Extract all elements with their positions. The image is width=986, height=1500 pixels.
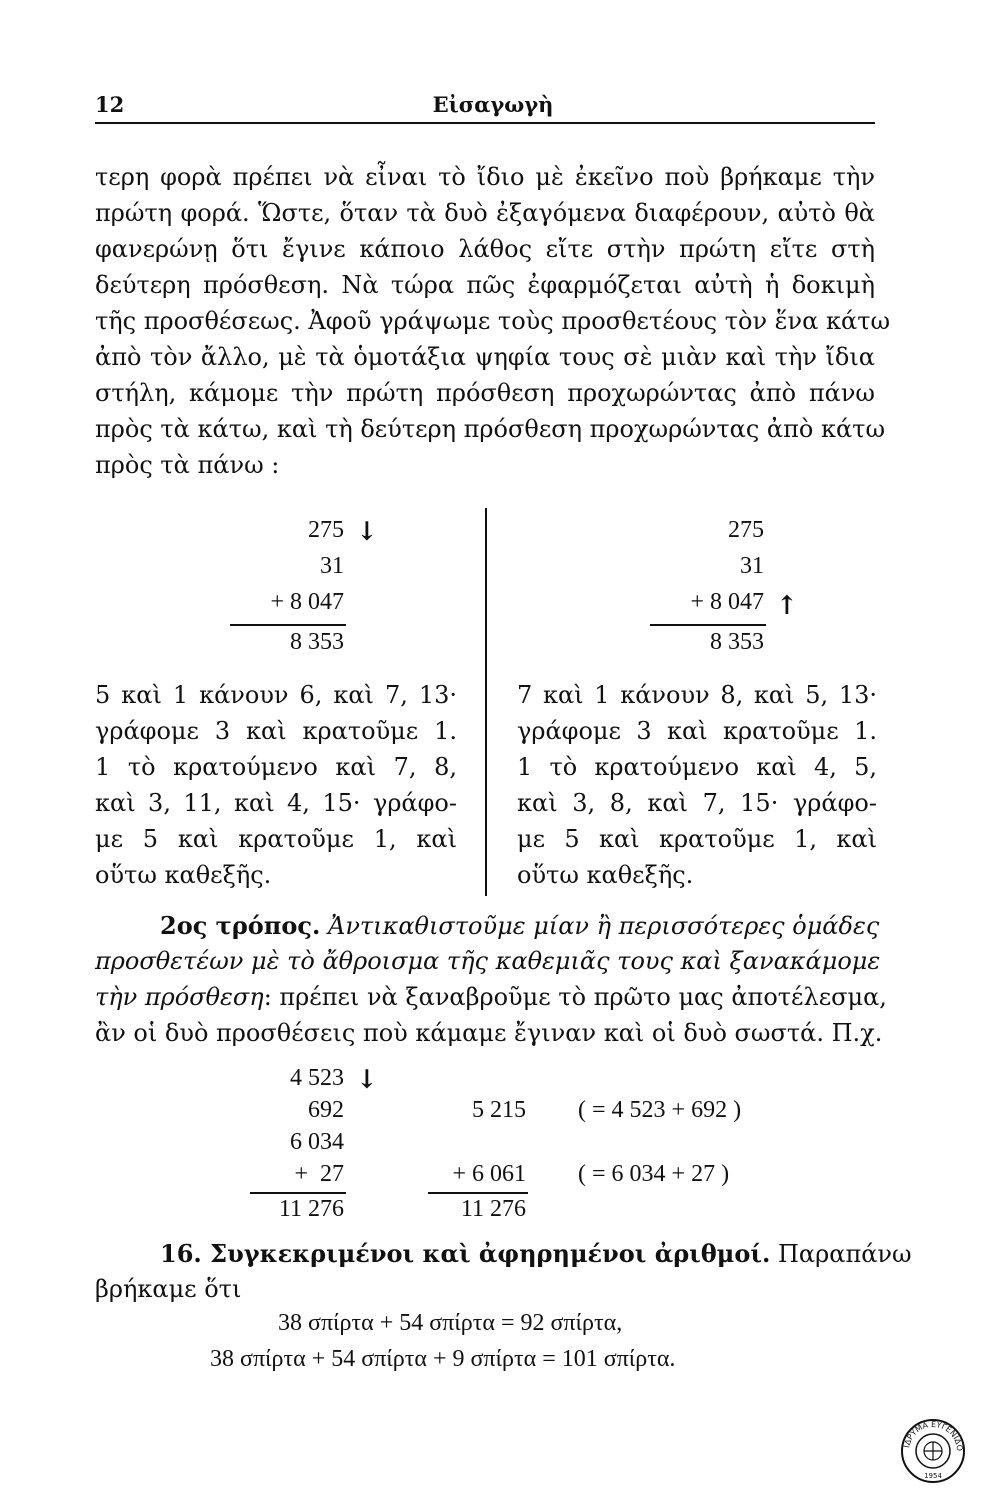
explanation-line: οὕτω καθεξῆς. bbox=[95, 861, 272, 889]
example-total: 11 276 bbox=[278, 1196, 344, 1222]
section16-heading-line bbox=[160, 1236, 912, 1272]
example-note: ( = 4 523 + 692 ) bbox=[578, 1097, 742, 1123]
method2-label: 2ος τρόπος. bbox=[160, 911, 321, 940]
column-divider bbox=[485, 508, 487, 896]
explanation-line: 1 τὸ κρατούμενο καὶ 4, 5, bbox=[517, 753, 877, 781]
section16-heading: 16. Συγκεκριμένοι καὶ ἀφηρημένοι ἀριθμοί. bbox=[160, 1239, 771, 1268]
down-arrow-icon: ↓ bbox=[356, 517, 378, 547]
sum-rule bbox=[428, 1192, 528, 1194]
explanation-line: γράφομε 3 καὶ κρατοῦμε 1. bbox=[95, 717, 457, 745]
sum-rule bbox=[250, 1192, 346, 1194]
seal-icon bbox=[900, 1418, 966, 1484]
left-addend: 31 bbox=[320, 553, 344, 579]
explanation-line: με 5 καὶ κρατοῦμε 1, καὶ bbox=[95, 825, 457, 853]
equation-line: 38 σπίρτα + 54 σπίρτα + 9 σπίρτα = 101 σπίρτα. bbox=[210, 1346, 676, 1372]
method2-line bbox=[95, 980, 887, 1015]
header-rule bbox=[95, 122, 875, 124]
seal-text: ΙΔΡΥΜΑ ΕΥΓΕΝΙΔΟ bbox=[902, 1419, 965, 1452]
left-addend: + 8 047 bbox=[270, 589, 344, 615]
intro-line: τῆς προσθέσεως. Ἀφοῦ γράψωμε τοὺς προσθετέους τὸν ἕνα κάτω bbox=[95, 307, 891, 335]
running-header-title: Εἰσαγωγὴ bbox=[432, 92, 554, 117]
section16-text: Παραπάνω bbox=[778, 1240, 912, 1268]
intro-line: πρώτη φορά. Ὥστε, ὅταν τὰ δυὸ ἐξαγόμενα διαφέρουν, αὐτὸ θὰ bbox=[95, 199, 875, 227]
method2-italic: Ἀντικαθιστοῦμε μίαν ἢ περισσότερες ὁμάδες bbox=[327, 912, 880, 940]
explanation-line: οὕτω καθεξῆς. bbox=[517, 861, 694, 889]
intro-line: πρὸς τὰ κάτω, καὶ τὴ δεύτερη πρόσθεση προχωρώντας ἀπὸ κάτω bbox=[95, 415, 886, 443]
right-addend: 275 bbox=[728, 517, 764, 543]
example-addend: 6 034 bbox=[290, 1129, 344, 1155]
method2-text: : πρέπει νὰ ξαναβροῦμε τὸ πρῶτο μας ἀποτέλεσμα, bbox=[263, 983, 887, 1011]
method2-italic: τὴν πρόσθεση bbox=[95, 983, 264, 1011]
page-number: 12 bbox=[95, 92, 125, 117]
equation-line: 38 σπίρτα + 54 σπίρτα = 92 σπίρτα, bbox=[278, 1310, 623, 1336]
up-arrow-icon: ↑ bbox=[776, 591, 798, 621]
explanation-line: 5 καὶ 1 κάνουν 6, καὶ 7, 13· bbox=[95, 681, 457, 709]
explanation-line: καὶ 3, 8, καὶ 7, 15· γράφο- bbox=[517, 789, 877, 817]
intro-line: τερη φορὰ πρέπει νὰ εἶναι τὸ ἴδιο μὲ ἐκεῖνο ποὺ βρήκαμε τὴν bbox=[95, 163, 875, 191]
intro-line: ἀπὸ τὸν ἄλλο, μὲ τὰ ὁμοτάξια ψηφία τους σὲ μιὰν καὶ τὴν ἴδια bbox=[95, 343, 875, 371]
example-total: 11 276 bbox=[460, 1196, 526, 1222]
explanation-line: 1 τὸ κρατούμενο καὶ 7, 8, bbox=[95, 753, 457, 781]
intro-line: πρὸς τὰ πάνω : bbox=[95, 451, 280, 479]
seal-year: 1954 bbox=[924, 1472, 942, 1480]
left-total: 8 353 bbox=[290, 629, 344, 655]
right-addend: + 8 047 bbox=[690, 589, 764, 615]
sum-rule bbox=[230, 624, 346, 626]
intro-line: στήλη, κάμομε τὴν πρώτη πρόσθεση προχωρώντας ἀπὸ πάνω bbox=[95, 379, 875, 407]
intro-line: φανερώνῃ ὅτι ἔγινε κάποιο λάθος εἴτε στὴν πρώτη εἴτε στὴ bbox=[95, 235, 875, 263]
example-addend: + 27 bbox=[294, 1161, 344, 1187]
library-seal bbox=[900, 1418, 966, 1484]
example-addend: 5 215 bbox=[472, 1097, 526, 1123]
right-addend: 31 bbox=[740, 553, 764, 579]
method2-line: ἂν οἱ δυὸ προσθέσεις ποὺ κάμαμε ἔγιναν καὶ οἱ δυὸ σωστά. Π.χ. bbox=[95, 1019, 883, 1047]
explanation-line: 7 καὶ 1 κάνουν 8, καὶ 5, 13· bbox=[517, 681, 877, 709]
example-addend: 692 bbox=[308, 1097, 344, 1123]
right-total: 8 353 bbox=[710, 629, 764, 655]
example-addend: 4 523 bbox=[290, 1065, 344, 1091]
down-arrow-icon: ↓ bbox=[356, 1065, 378, 1095]
method2-line bbox=[160, 908, 880, 944]
example-note: ( = 6 034 + 27 ) bbox=[578, 1161, 730, 1187]
explanation-line: με 5 καὶ κρατοῦμε 1, καὶ bbox=[517, 825, 877, 853]
section16-line: βρήκαμε ὅτι bbox=[95, 1275, 242, 1303]
example-addend: + 6 061 bbox=[452, 1161, 526, 1187]
left-addend: 275 bbox=[308, 517, 344, 543]
intro-line: δεύτερη πρόσθεση. Νὰ τώρα πῶς ἐφαρμόζεται αὐτὴ ἡ δοκιμὴ bbox=[95, 271, 875, 299]
method2-line: προσθετέων μὲ τὸ ἄθροισμα τῆς καθεμιᾶς τους καὶ ξανακάμομε bbox=[95, 947, 881, 975]
explanation-line: γράφομε 3 καὶ κρατοῦμε 1. bbox=[517, 717, 877, 745]
sum-rule bbox=[650, 624, 766, 626]
explanation-line: καὶ 3, 11, καὶ 4, 15· γράφο- bbox=[95, 789, 457, 817]
